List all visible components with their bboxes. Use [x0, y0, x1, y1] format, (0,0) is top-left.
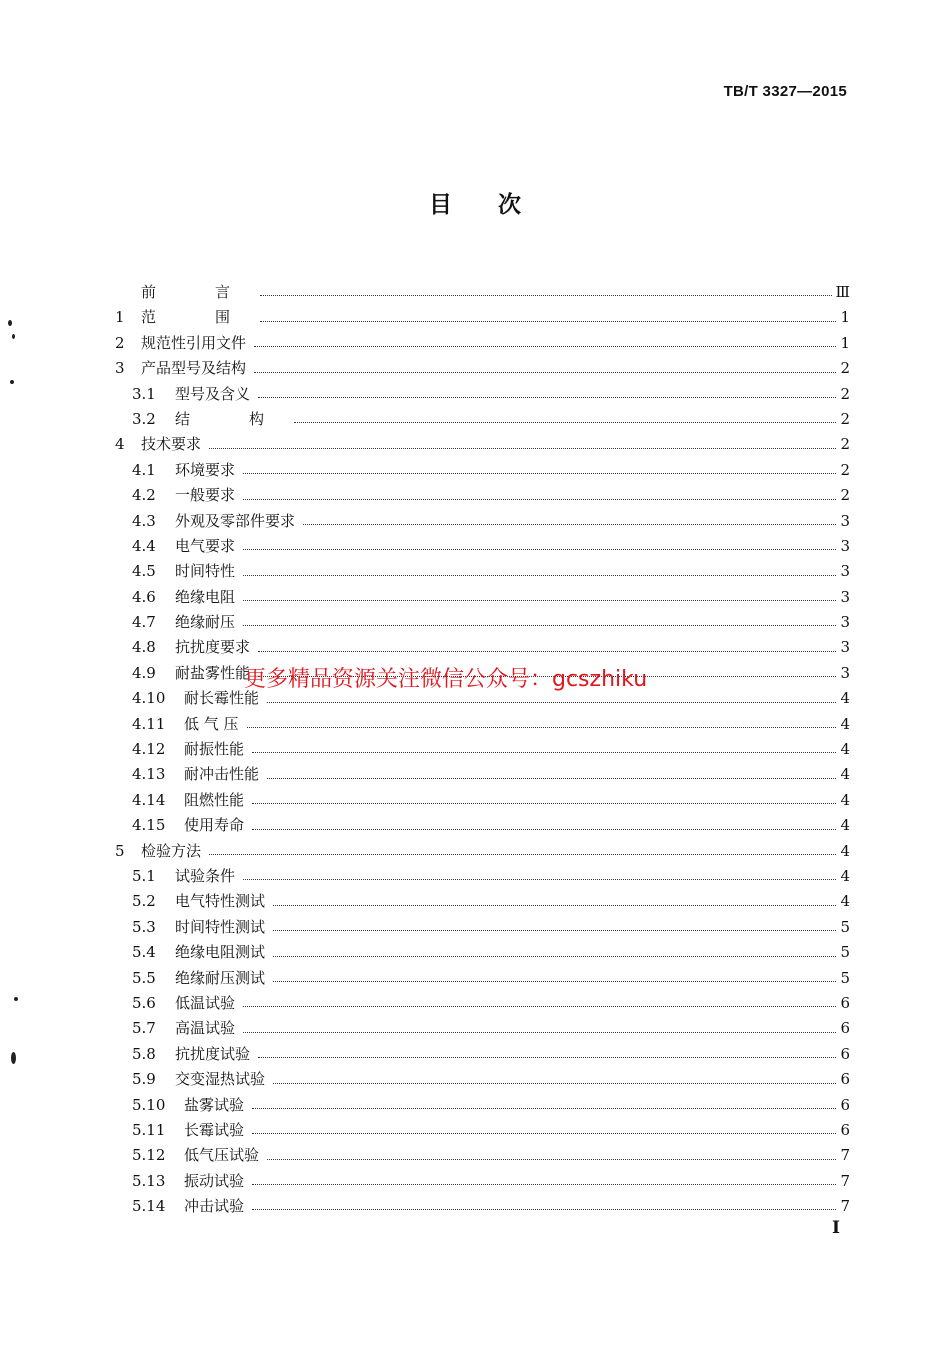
toc-entry-number: 5.2 [132, 892, 156, 911]
page-title: 目次 [429, 191, 567, 218]
toc-entry-number: 5.13 [132, 1171, 166, 1190]
toc-entry-label: 阻燃性能 [184, 790, 245, 809]
toc-entry-number: 5.12 [132, 1146, 166, 1165]
toc-entry[interactable] [115, 1017, 850, 1042]
dot-leader [258, 397, 836, 398]
toc-entry-number: 4.8 [132, 638, 156, 657]
toc-entry-label: 范 围 [141, 308, 253, 327]
toc-entry-page: 2 [840, 435, 850, 454]
dot-leader [247, 727, 836, 728]
toc-entry-number: 3.2 [132, 409, 156, 428]
dot-leader [243, 1032, 836, 1033]
dot-leader [243, 1006, 836, 1007]
toc-entry[interactable] [115, 1195, 850, 1220]
toc-entry-page: 2 [840, 460, 850, 479]
toc-entry-label: 低 气 压 [184, 714, 239, 733]
toc-entry-label: 时间特性测试 [175, 917, 266, 936]
scan-mark [8, 320, 12, 326]
toc-entry-page: 4 [840, 740, 850, 759]
toc-entry-label: 检验方法 [141, 841, 202, 860]
scan-mark [14, 997, 18, 1001]
toc-entry[interactable] [115, 560, 850, 585]
toc-entry-label: 低气压试验 [184, 1146, 260, 1165]
toc-entry[interactable] [115, 1043, 850, 1068]
toc-entry-page: 3 [840, 587, 850, 606]
toc-entry-number: 3.1 [132, 384, 156, 403]
dot-leader [243, 625, 836, 626]
toc-entry-page: 6 [840, 993, 850, 1012]
toc-entry-number: 4.1 [132, 460, 156, 479]
toc-entry-label: 前 言 [141, 283, 253, 301]
dot-leader [252, 829, 836, 830]
dot-leader [243, 600, 836, 601]
toc-entry[interactable] [115, 383, 850, 408]
dot-leader [258, 651, 836, 652]
toc-entry-page: 3 [840, 638, 850, 657]
toc-entry-number: 4 [115, 435, 125, 454]
toc-entry[interactable] [115, 713, 850, 738]
toc-entry[interactable] [115, 865, 850, 890]
toc-entry-label: 使用寿命 [184, 816, 245, 835]
toc-entry-label: 绝缘电阻测试 [175, 943, 266, 962]
toc-entry[interactable] [115, 840, 850, 865]
toc-entry[interactable] [115, 611, 850, 636]
toc-entry[interactable] [115, 967, 850, 992]
toc-entry-page: 2 [840, 486, 850, 505]
toc-entry[interactable] [115, 357, 850, 382]
dot-leader [252, 1108, 836, 1109]
toc-entry[interactable] [115, 1144, 850, 1169]
dot-leader [267, 778, 836, 779]
toc-entry-number: 5.11 [132, 1120, 166, 1139]
toc-entry-page: 6 [840, 1095, 850, 1114]
page-number: I [832, 1218, 840, 1238]
toc-entry-label: 试验条件 [175, 866, 236, 885]
dot-leader [273, 1083, 836, 1084]
dot-leader [254, 372, 836, 373]
toc-entry-label: 电气特性测试 [175, 892, 266, 911]
dot-leader [267, 1159, 836, 1160]
toc-entry-label: 电气要求 [175, 536, 236, 555]
toc-entry[interactable] [115, 281, 850, 306]
toc-entry-page: 2 [840, 384, 850, 403]
toc-entry-number: 5.4 [132, 943, 156, 962]
toc-entry-label: 外观及零部件要求 [175, 511, 296, 530]
toc-entry-label: 抗扰度要求 [175, 638, 251, 657]
dot-leader [260, 321, 836, 322]
toc-entry-page: 3 [840, 613, 850, 632]
dot-leader [303, 524, 836, 525]
toc-entry-page: 5 [840, 917, 850, 936]
dot-leader [260, 295, 832, 296]
watermark-text: 更多精品资源关注微信公众号：gcszhiku [244, 667, 648, 692]
toc-entry-page: 4 [840, 714, 850, 733]
toc-entry[interactable] [115, 636, 850, 661]
toc-entry-number: 4.14 [132, 790, 166, 809]
toc-entry[interactable] [115, 890, 850, 915]
toc-entry[interactable] [115, 1094, 850, 1119]
dot-leader [294, 422, 836, 423]
toc-entry-page: 4 [840, 816, 850, 835]
toc-entry[interactable] [115, 459, 850, 484]
toc-entry-page: 5 [840, 968, 850, 987]
dot-leader [252, 1184, 836, 1185]
dot-leader [273, 956, 836, 957]
toc-entry-label: 高温试验 [175, 1019, 236, 1038]
toc-entry-page: 6 [840, 1044, 850, 1063]
toc-entry-label: 绝缘电阻 [175, 587, 236, 606]
toc-entry-label: 耐振性能 [184, 740, 245, 759]
dot-leader [252, 1209, 836, 1210]
toc-entry[interactable] [115, 1170, 850, 1195]
toc-entry-page: 7 [840, 1146, 850, 1165]
toc-entry-number: 5 [115, 841, 125, 860]
toc-entry-number: 5.5 [132, 968, 156, 987]
dot-leader [209, 854, 836, 855]
toc-entry-label: 产品型号及结构 [141, 359, 247, 378]
toc-entry-label: 技术要求 [141, 435, 202, 454]
scan-mark [10, 380, 14, 384]
dot-leader [209, 448, 836, 449]
toc-entry-label: 低温试验 [175, 993, 236, 1012]
dot-leader [273, 930, 836, 931]
toc-entry-label: 绝缘耐压 [175, 613, 236, 632]
toc-entry[interactable] [115, 332, 850, 357]
toc-entry-page: 7 [840, 1197, 850, 1216]
toc-entry-label: 一般要求 [175, 486, 236, 505]
toc-entry-label: 规范性引用文件 [141, 333, 247, 352]
dot-leader [243, 499, 836, 500]
toc-entry[interactable] [115, 916, 850, 941]
toc-entry-label: 结 构 [175, 409, 287, 428]
toc-entry[interactable] [115, 433, 850, 458]
toc-entry-page: 7 [840, 1171, 850, 1190]
toc-entry-label: 环境要求 [175, 460, 236, 479]
toc-entry-number: 5.10 [132, 1095, 166, 1114]
toc-entry-label: 耐长霉性能 [184, 689, 260, 708]
toc-entry-page: 6 [840, 1019, 850, 1038]
toc-entry-page: 4 [840, 689, 850, 708]
dot-leader [258, 1057, 836, 1058]
toc-entry-number: 4.4 [132, 536, 156, 555]
toc-entry-number: 5.1 [132, 866, 156, 885]
toc-entry-page: 5 [840, 943, 850, 962]
toc-entry[interactable] [115, 941, 850, 966]
dot-leader [243, 575, 836, 576]
dot-leader [252, 752, 836, 753]
document-code: TB/T 3327—2015 [723, 83, 847, 100]
toc-entry-number: 4.7 [132, 613, 156, 632]
toc-entry-page: 6 [840, 1120, 850, 1139]
toc-entry-number: 4.15 [132, 816, 166, 835]
toc-entry[interactable] [115, 510, 850, 535]
toc-entry[interactable] [115, 763, 850, 788]
toc-entry-label: 冲击试验 [184, 1197, 245, 1216]
dot-leader [273, 981, 836, 982]
toc-entry-number: 4.2 [132, 486, 156, 505]
toc-entry-number: 4.3 [132, 511, 156, 530]
toc-entry-number: 4.5 [132, 562, 156, 581]
toc-entry-number: 5.8 [132, 1044, 156, 1063]
toc-entry[interactable] [115, 1119, 850, 1144]
dot-leader [273, 905, 836, 906]
toc-entry-page: 1 [840, 308, 850, 327]
dot-leader [243, 549, 836, 550]
dot-leader [254, 346, 836, 347]
dot-leader [267, 702, 836, 703]
toc-entry-label: 振动试验 [184, 1171, 245, 1190]
dot-leader [243, 473, 836, 474]
dot-leader [243, 879, 836, 880]
toc-entry-label: 盐雾试验 [184, 1095, 245, 1114]
table-of-contents [115, 281, 850, 1220]
toc-entry-number: 3 [115, 359, 125, 378]
toc-entry-number: 5.6 [132, 993, 156, 1012]
toc-entry[interactable] [115, 738, 850, 763]
toc-entry-number: 4.9 [132, 663, 156, 682]
toc-entry-label: 抗扰度试验 [175, 1044, 251, 1063]
toc-entry-page: 4 [840, 790, 850, 809]
toc-entry-label: 绝缘耐压测试 [175, 968, 266, 987]
toc-entry-page: 4 [840, 841, 850, 860]
toc-entry-page: 3 [840, 511, 850, 530]
toc-entry-page: 6 [840, 1070, 850, 1089]
toc-entry[interactable] [115, 306, 850, 331]
dot-leader [252, 803, 836, 804]
toc-entry-number: 2 [115, 333, 125, 352]
toc-entry-label: 交变湿热试验 [175, 1070, 266, 1089]
toc-entry-number: 5.7 [132, 1019, 156, 1038]
toc-entry-number: 5.3 [132, 917, 156, 936]
toc-entry-number: 4.13 [132, 765, 166, 784]
toc-entry-number: 5.14 [132, 1197, 166, 1216]
toc-entry-label: 耐盐雾性能 [175, 663, 251, 682]
toc-entry-page: Ⅲ [835, 283, 850, 301]
toc-entry-number: 4.10 [132, 689, 166, 708]
toc-entry-number: 1 [115, 308, 125, 327]
toc-entry-page: 3 [840, 536, 850, 555]
toc-entry[interactable] [115, 789, 850, 814]
toc-entry-number: 4.6 [132, 587, 156, 606]
toc-entry-page: 2 [840, 409, 850, 428]
toc-entry[interactable] [115, 992, 850, 1017]
toc-entry-label: 耐冲击性能 [184, 765, 260, 784]
toc-entry-number: 5.9 [132, 1070, 156, 1089]
dot-leader [252, 1133, 836, 1134]
toc-entry-number: 4.12 [132, 740, 166, 759]
toc-entry-page: 4 [840, 866, 850, 885]
scan-mark [12, 334, 15, 339]
toc-entry[interactable] [115, 408, 850, 433]
toc-entry-page: 1 [840, 333, 850, 352]
toc-entry-page: 3 [840, 562, 850, 581]
toc-entry-number: 4.11 [132, 714, 166, 733]
toc-entry[interactable] [115, 1068, 850, 1093]
scan-mark [11, 1052, 16, 1064]
toc-entry[interactable] [115, 586, 850, 611]
toc-entry-page: 2 [840, 359, 850, 378]
toc-entry-label: 时间特性 [175, 562, 236, 581]
toc-entry[interactable] [115, 814, 850, 839]
toc-entry-label: 型号及含义 [175, 384, 251, 403]
toc-entry[interactable] [115, 535, 850, 560]
toc-entry[interactable] [115, 484, 850, 509]
toc-entry-label: 长霉试验 [184, 1120, 245, 1139]
toc-entry-page: 4 [840, 892, 850, 911]
toc-entry-page: 3 [840, 663, 850, 682]
toc-entry-page: 4 [840, 765, 850, 784]
